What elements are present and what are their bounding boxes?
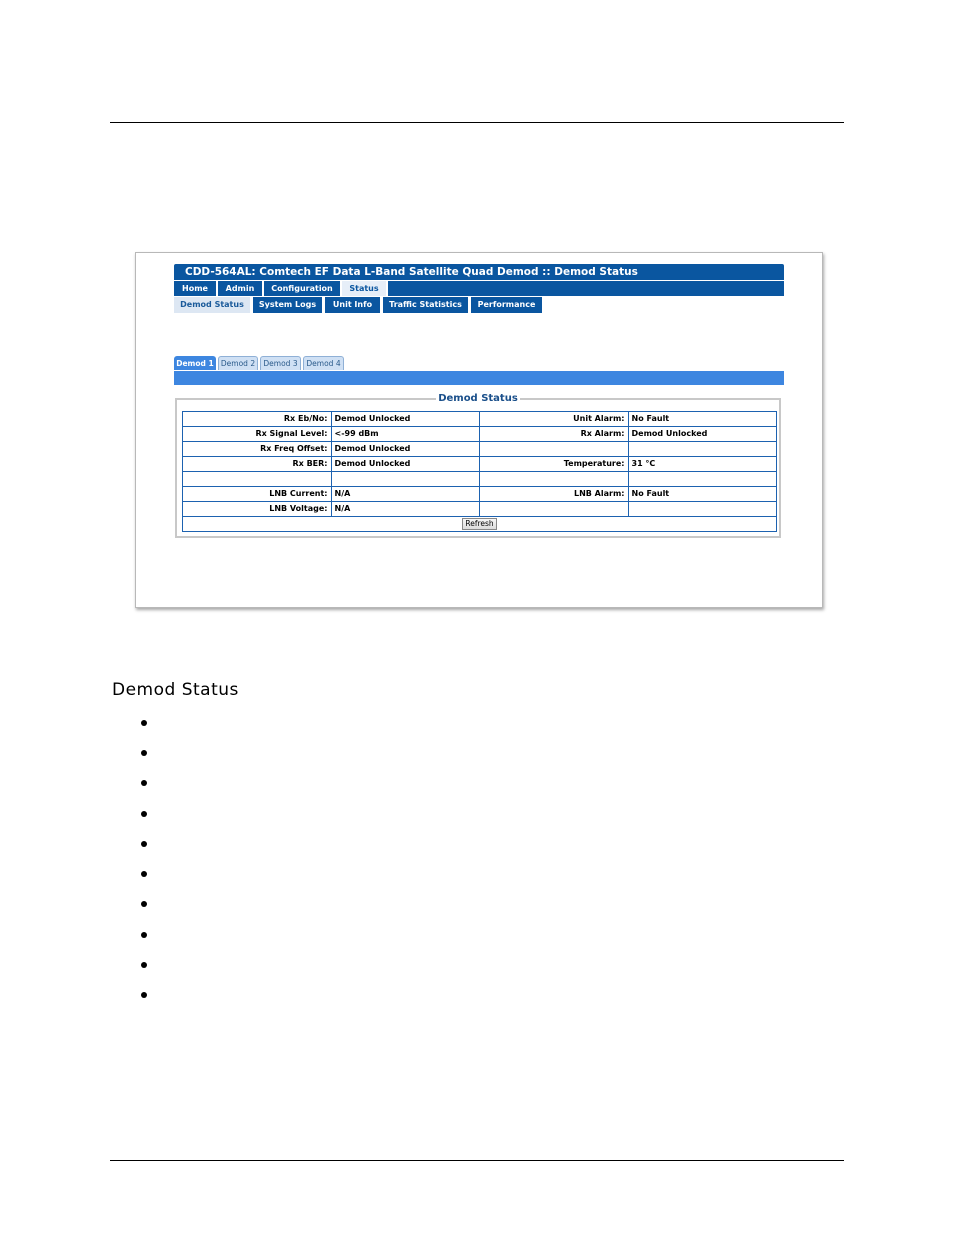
label-rx-signal-level: Rx Signal Level: — [183, 427, 332, 442]
value-unit-alarm: No Fault — [628, 412, 777, 427]
table-row — [183, 502, 777, 517]
label-rx-freq-offset: Rx Freq Offset: — [183, 442, 332, 457]
label-unit-alarm: Unit Alarm: — [480, 412, 629, 427]
value-lnb-current: N/A — [331, 487, 480, 502]
tab-home[interactable]: Home — [174, 281, 218, 296]
tab-unit-info[interactable]: Unit Info — [325, 297, 380, 313]
table-row — [183, 472, 777, 487]
empty-cell — [480, 502, 629, 517]
bullet-icon — [141, 992, 147, 998]
value-rx-ebno: Demod Unlocked — [331, 412, 480, 427]
tab-configuration[interactable]: Configuration — [264, 281, 342, 296]
refresh-button[interactable]: Refresh — [462, 518, 496, 530]
empty-cell — [480, 472, 629, 487]
tab-status[interactable]: Status — [342, 281, 388, 296]
label-rx-alarm: Rx Alarm: — [480, 427, 629, 442]
table-row — [183, 412, 777, 427]
label-rx-ber: Rx BER: — [183, 457, 332, 472]
bullet-icon — [141, 962, 147, 968]
refresh-cell — [183, 517, 777, 532]
empty-cell — [480, 442, 629, 457]
bullet-icon — [141, 932, 147, 938]
table-row — [183, 442, 777, 457]
label-temperature: Temperature: — [480, 457, 629, 472]
label-rx-ebno: Rx Eb/No: — [183, 412, 332, 427]
status-table — [182, 411, 777, 532]
value-temperature: 31 °C — [628, 457, 777, 472]
header-rule — [110, 122, 844, 123]
screenshot-frame — [135, 252, 823, 608]
tab-demod-4[interactable]: Demod 4 — [303, 356, 344, 370]
value-lnb-alarm: No Fault — [628, 487, 777, 502]
value-rx-freq-offset: Demod Unlocked — [331, 442, 480, 457]
label-lnb-alarm: LNB Alarm: — [480, 487, 629, 502]
value-rx-alarm: Demod Unlocked — [628, 427, 777, 442]
tab-traffic-statistics[interactable]: Traffic Statistics — [383, 297, 468, 313]
tab-admin[interactable]: Admin — [218, 281, 264, 296]
footer-rule — [110, 1160, 844, 1161]
bullet-icon — [141, 780, 147, 786]
value-lnb-voltage: N/A — [331, 502, 480, 517]
empty-cell — [183, 472, 332, 487]
status-subnav — [174, 297, 784, 313]
label-lnb-current: LNB Current: — [183, 487, 332, 502]
demod-status-panel — [175, 394, 781, 538]
bullet-icon — [141, 841, 147, 847]
empty-cell — [628, 442, 777, 457]
bullet-icon — [141, 811, 147, 817]
table-row — [183, 427, 777, 442]
tab-demod-2[interactable]: Demod 2 — [218, 356, 258, 370]
value-rx-signal-level: <-99 dBm — [331, 427, 480, 442]
empty-cell — [628, 502, 777, 517]
tab-performance[interactable]: Performance — [471, 297, 542, 313]
app-title: CDD-564AL: Comtech EF Data L-Band Satellite Quad Demod :: Demod Status — [174, 264, 784, 280]
demod-tabs — [174, 356, 346, 370]
main-nav — [174, 280, 784, 296]
panel-legend: Demod Status — [438, 393, 518, 404]
bullet-icon — [141, 901, 147, 907]
table-row — [183, 457, 777, 472]
tab-demod-3[interactable]: Demod 3 — [260, 356, 301, 370]
section-heading: Demod Status — [112, 680, 239, 700]
tab-demod-status[interactable]: Demod Status — [174, 297, 250, 313]
empty-cell — [628, 472, 777, 487]
label-lnb-voltage: LNB Voltage: — [183, 502, 332, 517]
tab-system-logs[interactable]: System Logs — [253, 297, 322, 313]
table-row — [183, 487, 777, 502]
value-rx-ber: Demod Unlocked — [331, 457, 480, 472]
bullet-icon — [141, 720, 147, 726]
tab-demod-1[interactable]: Demod 1 — [174, 356, 216, 370]
demod-tab-bar — [174, 371, 784, 385]
web-app — [174, 264, 784, 528]
bullet-icon — [141, 750, 147, 756]
table-row — [183, 517, 777, 532]
empty-cell — [331, 472, 480, 487]
bullet-icon — [141, 871, 147, 877]
